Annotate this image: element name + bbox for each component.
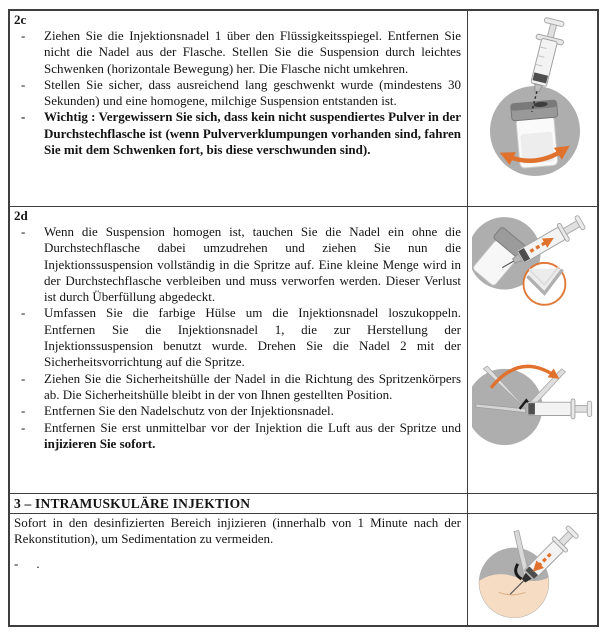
- syringe-drawup-magnifier-icon: [472, 213, 594, 307]
- syringe-in-vial-swirl-icon: [473, 15, 593, 201]
- stray-bullet-text: .: [36, 555, 40, 571]
- bullet-dash: -: [21, 109, 26, 125]
- steps-table: [8, 9, 599, 627]
- needle-shield-rotation-icon: [472, 359, 594, 453]
- intramuscular-injection-icon: [472, 522, 594, 619]
- bullet-dash: -: [14, 555, 19, 571]
- bullet-dash: -: [21, 224, 26, 239]
- bullet-dash: -: [21, 28, 26, 43]
- section3-text-cell: [10, 514, 467, 625]
- bullet-text: Entfernen Sie erst unmittelbar vor der Injektion die Luft aus der Spritze und: [44, 419, 461, 435]
- bullet-text: Umfassen Sie die farbige Hülse um die Injektionsnadel loszukoppeln. Entfernen Sie die Injektionsnadel 1, die zur Herstellung der Injektionssuspension benutzt wurde. Drehen Sie die Nadel 2 mit der Sicherheitsvorrichtung auf die Spritze.: [44, 305, 461, 370]
- bullet-text: Stellen Sie sicher, dass ausreichend lang geschwenkt wurde (mindestens 30 Sekunden) und eine homogene, milchige Suspension entstanden ist.: [44, 76, 461, 109]
- bullet-dash: -: [21, 305, 26, 321]
- table-row-step-2d: [10, 206, 597, 493]
- bullet-item-important: [14, 109, 461, 158]
- step-2d-text-cell: [10, 207, 467, 493]
- bullet-text: Wenn die Suspension homogen ist, tauchen Sie die Nadel ein ohne die Durchstechflasche dabei umzudrehen und ziehen Sie nun die Injektionssuspension vollständig in die Spritze auf. Eine kleine Menge wird in der Durchstechflasche verbleiben und muss verworfen werden. Dieser Verlust ist durch Überfüllung abgedeckt.: [44, 224, 461, 305]
- bullet-text: Wichtig : Vergewissern Sie sich, dass kein nicht suspendiertes Pulver in der Durchstechflasche ist (wenn Pulververklumpungen vorhanden sind, fahren Sie mit dem Schwenken fort, bis diese verschwunden sind).: [44, 109, 461, 158]
- stray-bullet: [14, 556, 461, 572]
- section3-header-empty-cell: [467, 494, 597, 513]
- bullet-dash: -: [21, 419, 26, 435]
- step-2c-text-cell: [10, 11, 467, 206]
- table-row-step-2c: [10, 11, 597, 206]
- bullet-dash: -: [21, 76, 26, 92]
- bullet-text-bold: injizieren Sie sofort.: [44, 435, 156, 451]
- bullet-item: [14, 28, 461, 77]
- bullet-dash: -: [21, 370, 26, 386]
- section3-paragraph: Sofort in den desinfizierten Bereich injizieren (innerhalb von 1 Minute nach der Rekonstitution), um Sedimentation zu vermeiden.: [14, 515, 461, 547]
- table-row-section3-content: [10, 513, 597, 625]
- bullet-item: [14, 371, 461, 404]
- bullet-item: [14, 420, 461, 453]
- bullet-text: Entfernen Sie den Nadelschutz von der Injektionsnadel.: [44, 403, 334, 419]
- bullet-item: [14, 224, 461, 305]
- step-2c-image-cell: [467, 11, 597, 206]
- section3-title: 3 – INTRAMUSKULÄRE INJEKTION: [14, 496, 251, 511]
- bullet-item: [14, 403, 461, 419]
- step-2c-label: 2c: [14, 12, 27, 27]
- step-2d-image-cell: [467, 207, 597, 493]
- step-2d-label: 2d: [14, 208, 28, 223]
- bullet-dash: -: [21, 403, 26, 419]
- bullet-item: [14, 305, 461, 370]
- bullet-text: Ziehen Sie die Sicherheitshülle der Nadel in die Richtung des Spritzenkörpers ab. Die Sicherheitshülle bleibt in der von Ihnen gestellten Position.: [44, 370, 461, 402]
- table-row-section3-header: [10, 493, 597, 513]
- bullet-text: Ziehen Sie die Injektionsnadel 1 über den Flüssigkeitsspiegel. Entfernen Sie nicht die Nadel aus der Flasche. Stellen Sie die Suspension durch leichtes Schwenken (horizontale Bewegung) her. Die Flasche nicht umkehren.: [44, 28, 461, 76]
- section3-image-cell: [467, 514, 597, 625]
- bullet-item: [14, 77, 461, 110]
